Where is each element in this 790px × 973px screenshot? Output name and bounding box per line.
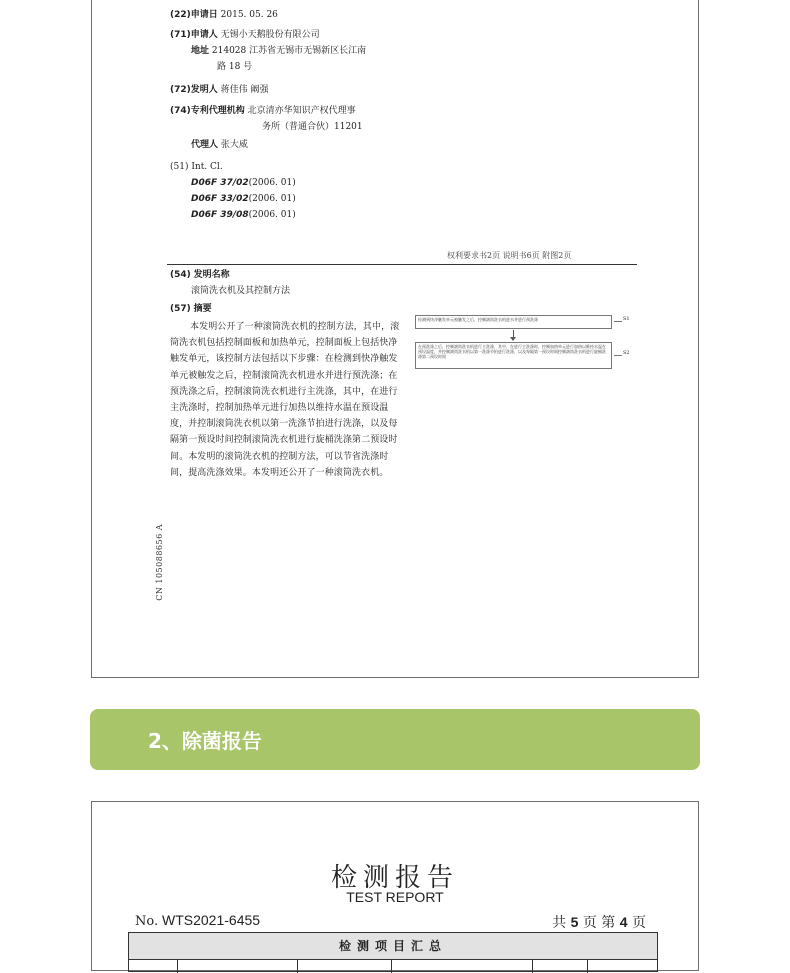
report-subtitle: TEST REPORT: [346, 889, 444, 905]
intcl-row: [170, 161, 223, 173]
page-counts: 权利要求书2页 说明书6页 附图2页: [447, 251, 572, 260]
report-page-indicator: [552, 912, 646, 932]
field-code: (51): [170, 162, 189, 172]
report-title: 检测报告: [330, 863, 459, 893]
field-code: (71): [170, 30, 191, 40]
agent-name: 张大威: [220, 140, 248, 150]
inventor-row: [170, 84, 269, 96]
class-year: (2006. 01): [248, 194, 296, 204]
agency-line-1: 北京清亦华知识产权代理事: [247, 106, 356, 116]
filing-date-row: [170, 9, 278, 21]
class-row: [191, 209, 296, 221]
page-total: 5: [570, 914, 579, 930]
class-year: (2006. 01): [248, 178, 296, 188]
abstract-section-row: [170, 303, 212, 315]
field-label: 专利代理机构: [190, 106, 245, 116]
flow-step-label: S2: [623, 350, 630, 356]
class-row: [191, 177, 296, 189]
filing-date: 2015. 05. 26: [220, 10, 278, 20]
class-row: [191, 193, 296, 205]
class-year: (2006. 01): [248, 210, 296, 220]
table-header: 检测项目汇总: [129, 933, 657, 960]
report-number: [135, 912, 260, 929]
page-current: 4: [619, 914, 628, 930]
class-code: D06F 33/02: [191, 194, 249, 204]
class-code: D06F 37/02: [191, 178, 249, 188]
column-divider: [391, 959, 392, 973]
page-text: 页 第: [582, 915, 616, 931]
flow-step-text: 检测到快净触发单元被触发之后，控制滚筒洗衣机进水并进行预洗涤: [418, 317, 538, 322]
publication-number: CN 105088656 A: [155, 524, 164, 601]
column-divider: [177, 959, 178, 973]
field-code: (74): [170, 106, 191, 116]
field-label: Int. Cl.: [191, 162, 223, 172]
flow-step-s1: [415, 315, 612, 329]
test-report-page: [91, 801, 699, 971]
field-label: 代理人: [191, 140, 219, 150]
leader-line: [614, 355, 622, 356]
summary-table: [128, 932, 658, 972]
abstract-body: 本发明公开了一种滚筒洗衣机的控制方法，其中，滚筒洗衣机包括控制面板和加热单元，控制面板上包括快净触发单元，该控制方法包括以下步骤：在检测到快净触发单元被触发之后，控制滚筒洗衣机进水并进行预洗涤；在预洗涤之后，控制滚筒洗衣机进行主洗涤，其中，在进行主洗涤时，控制加热单元进行加热以维持水温在预设温度，并控制滚筒洗衣机以第一洗涤节拍进行洗涤，以及每隔第一预设时间控制滚筒洗衣机进行旋桶洗涤第二预设时间。本发明的滚筒洗衣机的控制方法，可以节省洗涤时间，提高洗涤效果。本发明还公开了一种滚筒洗衣机。: [170, 322, 400, 478]
field-code: (72): [170, 85, 191, 95]
column-divider: [587, 959, 588, 973]
report-number-label: No.: [135, 914, 159, 929]
agency-row: [170, 105, 356, 117]
column-divider: [297, 959, 298, 973]
title-section-row: [170, 269, 230, 281]
inventor-names: 蒋佳伟 阚强: [220, 85, 269, 95]
flow-step-s2: [415, 342, 612, 369]
field-label: 地址: [191, 46, 210, 56]
field-label: 申请日: [190, 10, 218, 20]
address-row: [191, 45, 366, 57]
invention-title: 滚筒洗衣机及其控制方法: [191, 286, 291, 296]
flow-step-label: S1: [623, 316, 630, 322]
applicant-row: [170, 29, 320, 41]
field-label: 发明名称: [193, 270, 230, 280]
field-code: (57): [170, 304, 191, 314]
flow-step-text: 在预洗涤之后，控制滚筒洗衣机进行主洗涤，其中，在进行主洗涤时，控制加热单元进行加热以维持水温在预设温度，并控制滚筒洗衣机以第一洗涤节拍进行洗涤，以及每隔第一预设时间控制滚筒洗衣机进行旋桶洗涤第二预设时间: [418, 344, 606, 359]
field-code: (54): [170, 270, 191, 280]
report-number-value: WTS2021-6455: [162, 912, 261, 928]
page-text: 页: [632, 915, 646, 931]
address-line-2: 路 18 号: [217, 62, 253, 72]
field-label: 摘要: [193, 304, 212, 314]
class-code: D06F 39/08: [191, 210, 249, 220]
address-line-1: 214028 江苏省无锡市无锡新区长江南: [211, 46, 367, 56]
field-label: 申请人: [190, 30, 218, 40]
section-banner: [90, 709, 700, 770]
leader-line: [614, 321, 622, 322]
arrow-head-icon: [510, 337, 516, 341]
column-divider: [532, 959, 533, 973]
field-code: (22): [170, 10, 191, 20]
applicant-name: 无锡小天鹅股份有限公司: [220, 30, 320, 40]
page-text: 共: [552, 915, 567, 931]
agency-line-2: 务所（普通合伙）11201: [262, 122, 363, 132]
agent-row: [191, 139, 248, 151]
patent-document-page: [91, 0, 699, 678]
abstract-text: [170, 319, 400, 481]
field-label: 发明人: [190, 85, 218, 95]
divider: [167, 264, 637, 265]
section-title: 2、除菌报告: [148, 729, 262, 753]
